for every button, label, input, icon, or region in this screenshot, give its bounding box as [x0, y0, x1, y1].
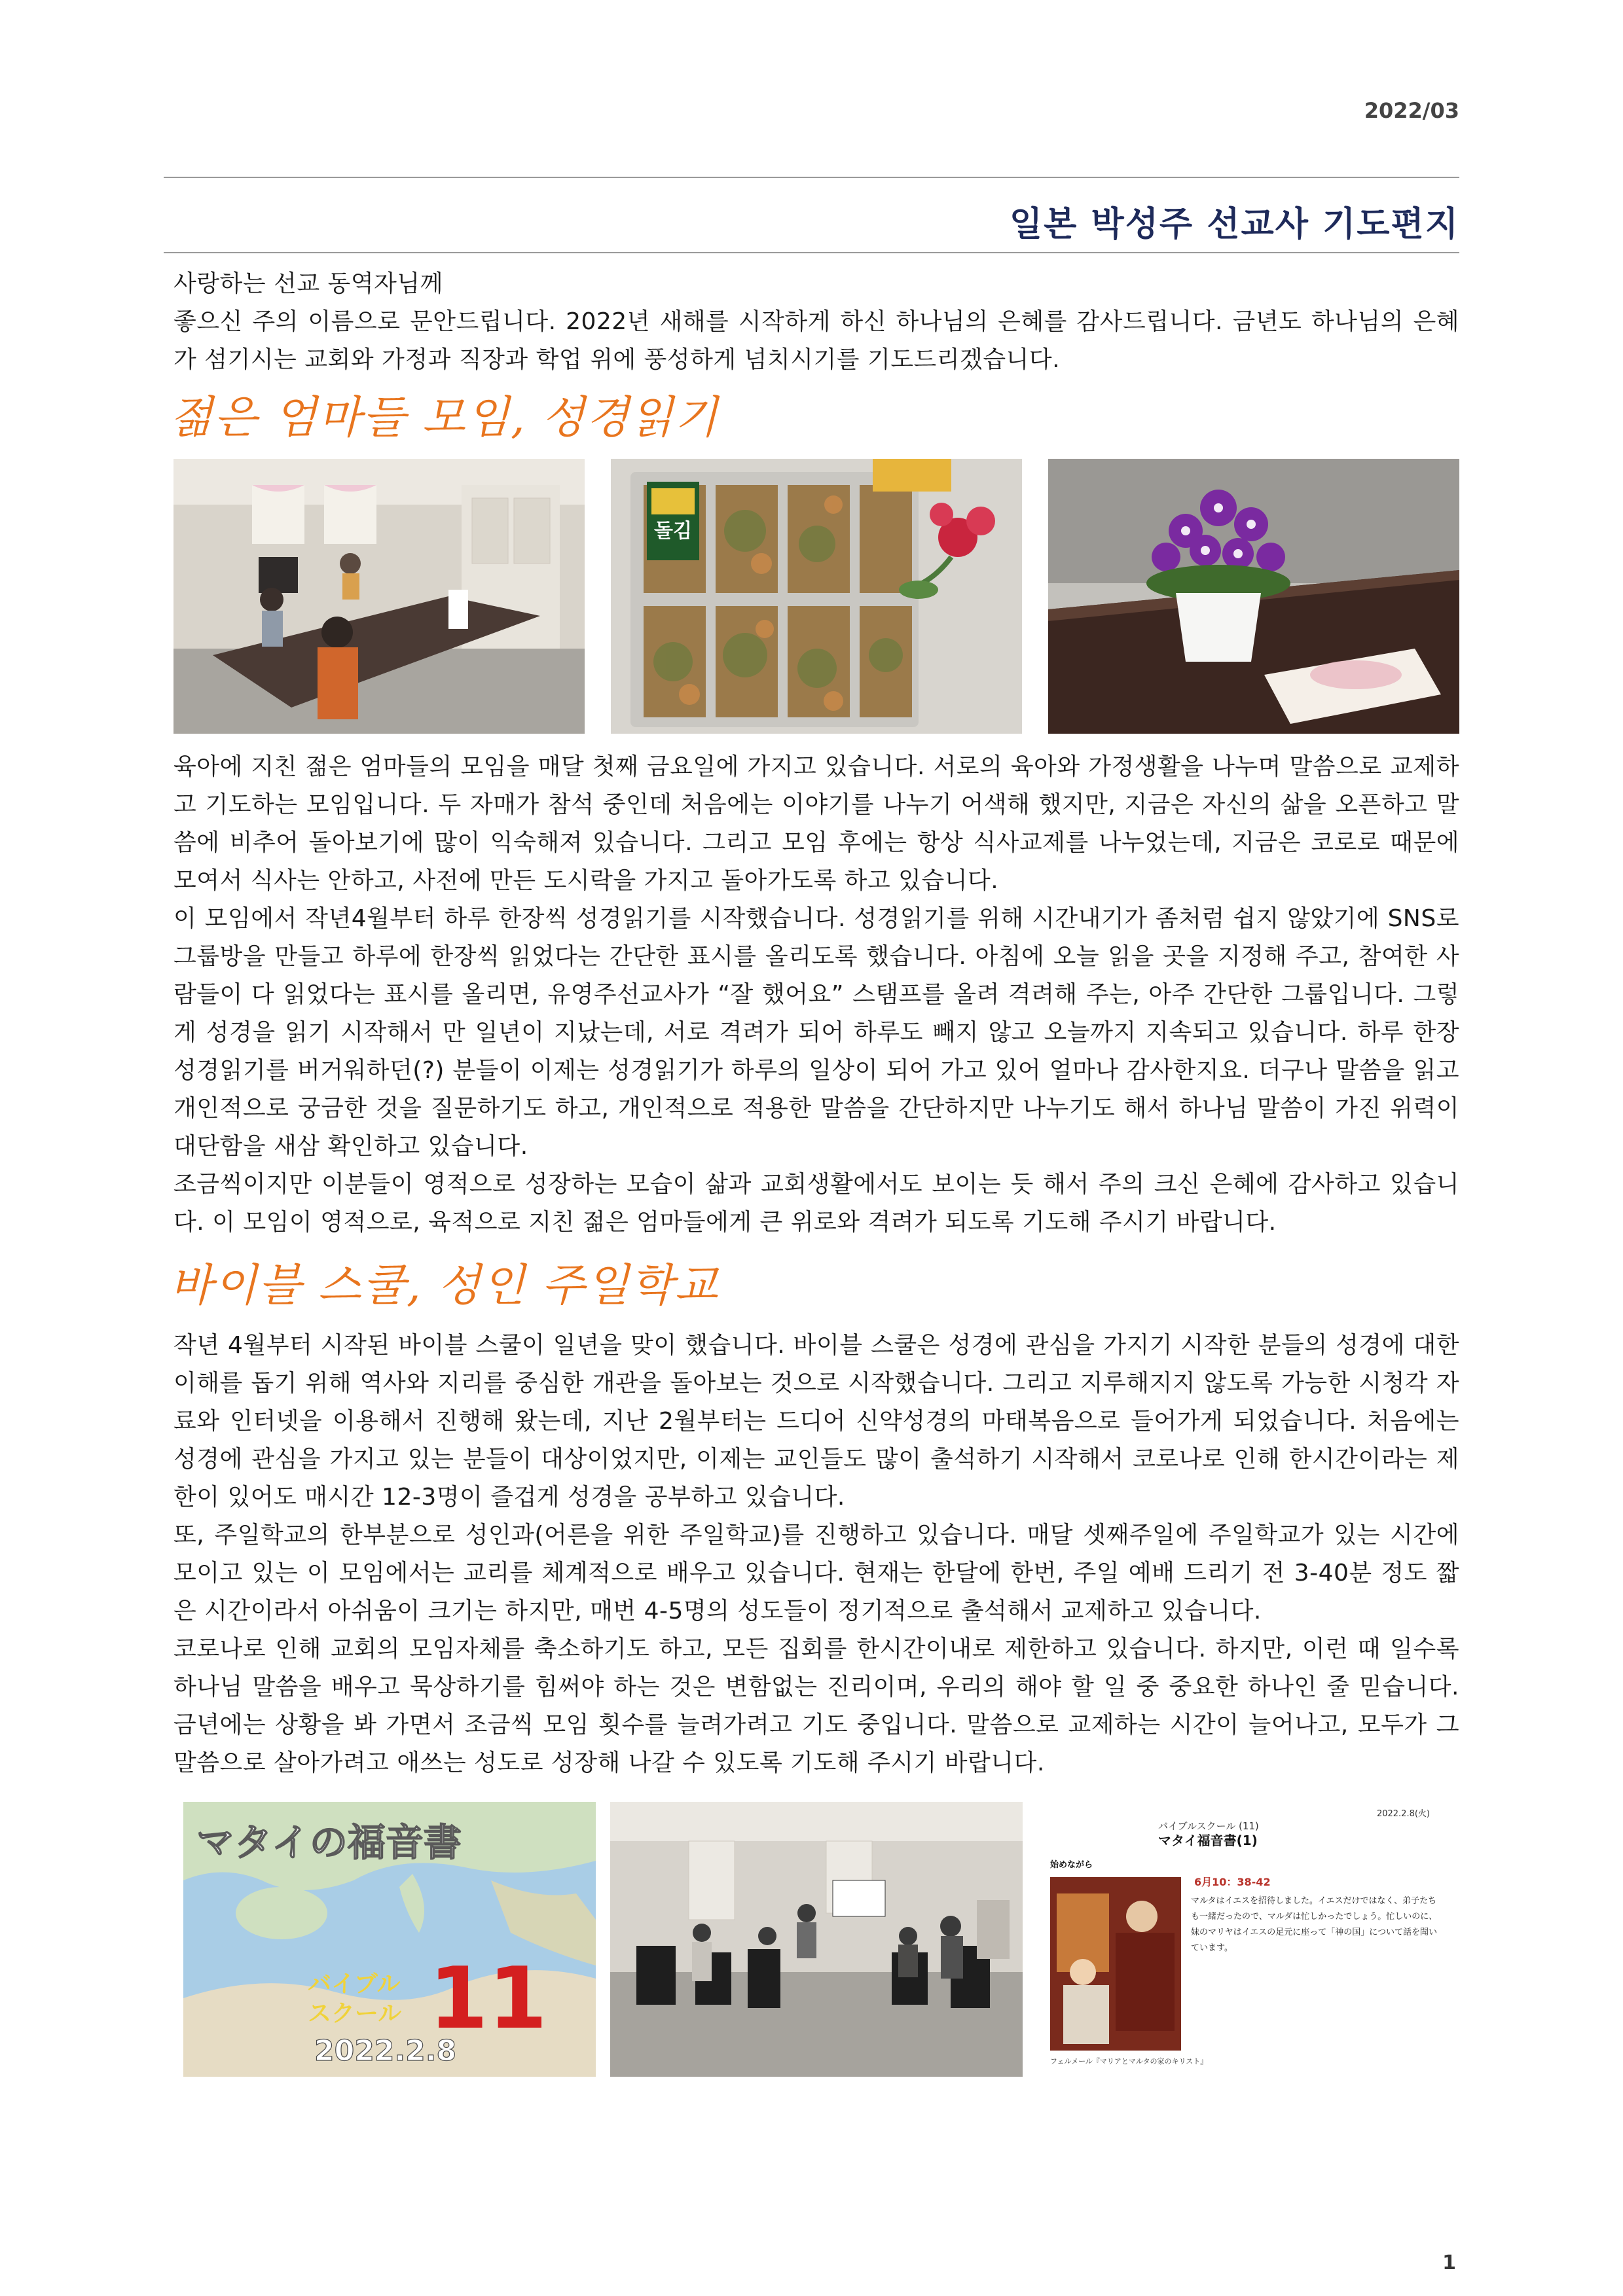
photo-flower-table: [1048, 459, 1459, 734]
header-rule-top: [164, 177, 1459, 178]
greeting: 사랑하는 선교 동역자님께: [173, 270, 443, 297]
moms-paragraph-2: 이 모임에서 작년4월부터 하루 한장씩 성경읽기를 시작했습니다. 성경읽기를 위해 시간내기가 좀처럼 쉽지 않았기에 SNS로 그룹방을 만들고 하루에 한장씩 읽었다는 간단한 표시를 올리도록 했습니다. 아침에 오늘 읽을 곳을 지정해 주고, 참여한 사람들이 다 읽었다는 표시를 올리면, 유영주선교사가 “잘 했어요” 스탬프를 올려 격려해 주는, 아주 간단한 그룹입니다. 그렇게 성경을 읽기 시작해서 만 일년이 지났는데, 서로 격려가 되어 하루도 빼지 않고 오늘까지 지속되고 있습니다. 하루 한장 성경읽기를 버거워하던(?) 분들이 이제는 성경읽기가 하루의 일상이 되어 가고 있어 얼마나 감사한지요. 더구나 말씀을 읽고 개인적으로 궁금한 것을 질문하기도 하고, 개인적으로 적용한 말씀을 간단하지만 나누기도 해서 하나님 말씀이 가진 위력이 대단함을 새삼 확인하고 있습니다.: [173, 905, 1459, 1160]
handout-header-1: バイブルスクール (11): [1158, 1820, 1259, 1832]
bible-school-paragraph-2: 또, 주일학교의 한부분으로 성인과(어른을 위한 주일학교)를 진행하고 있습니다. 매달 셋째주일에 주일학교가 있는 시간에 모이고 있는 이 모임에서는 교리를 체계적으로 배우고 있습니다. 현재는 한달에 한번, 주일 예배 드리기 전 3-40분 정도 짧은 시간이라서 아쉬움이 크기는 하지만, 매번 4-5명의 성도들이 정기적으로 출석해서 교제하고 있습니다.: [173, 1522, 1459, 1624]
map-slide-line2: スクール: [308, 2000, 402, 2027]
map-slide-date: 2022.2.8: [314, 2034, 457, 2068]
section-title-bible-school: 바이블 스쿨, 성인 주일학교: [170, 1260, 720, 1312]
moms-paragraph-1: 육아에 지친 젊은 엄마들의 모임을 매달 첫째 금요일에 가지고 있습니다. 서로의 육아와 가정생활을 나누며 말씀으로 교제하고 기도하는 모임입니다. 두 자매가 참석 중인데 처음에는 이야기를 나누기 어색해 했지만, 지금은 자신의 삶을 오픈하고 말씀에 비추어 돌아보기에 많이 익숙해져 있습니다. 그리고 모임 후에는 항상 식사교제를 나누었는데, 지금은 코로로 때문에 모여서 식사는 안하고, 사전에 만든 도시락을 가지고 돌아가도록 하고 있습니다.: [173, 753, 1459, 894]
photo-lunch-boxes: [611, 459, 1022, 734]
section-title-moms: 젊은 엄마들 모임, 성경읽기: [170, 392, 720, 444]
seaweed-pack-label: 돌김: [654, 520, 692, 543]
handout-subhead: 始めながら: [1050, 1860, 1093, 1870]
handout-header-2: マタイ福音書(1): [1158, 1833, 1258, 1848]
handout-caption: フェルメール『マリアとマルタの家のキリスト』: [1050, 2057, 1208, 2066]
bible-school-paragraph-1: 작년 4월부터 시작된 바이블 스쿨이 일년을 맞이 했습니다. 바이블 스쿨은 성경에 관심을 가지기 시작한 분들의 성경에 대한 이해를 돕기 위해 역사와 지리를 중심한 개관을 돌아보는 것으로 시작했습니다. 그리고 지루해지지 않도록 가능한 시청각 자료와 인터넷을 이용해서 진행해 왔는데, 지난 2월부터는 드디어 신약성경의 마태복음으로 들어가게 되었습니다. 처음에는 성경에 관심을 가지고 있는 분들이 대상이었지만, 이제는 교인들도 많이 출석하기 시작해서 코로나로 인해 한시간이라는 제한이 있어도 매시간 12-3명이 즐겁게 성경을 공부하고 있습니다.: [173, 1332, 1459, 1511]
photo-row-bible-school: [173, 1802, 1459, 2077]
letter-content: [170, 265, 1459, 2091]
intro-paragraph: 좋으신 주의 이름으로 문안드립니다. 2022년 새해를 시작하게 하신 하나님의 은혜를 감사드립니다. 금년도 하나님의 은혜가 섬기시는 교회와 가정과 직장과 학업 위에 풍성하게 넘치시기를 기도드리겠습니다.: [173, 308, 1459, 373]
photo-meeting-room: [173, 459, 585, 734]
handout-text: マルタはイエスを招待しました。イエスだけではなく、弟子たちも一緒だったので、マルダは忙しかったでしょう。忙しいのに、妹のマリヤはイエスの足元に座って「神の国」について話を聞いています。: [1191, 1896, 1438, 1953]
bible-school-paragraph-3: 코로나로 인해 교회의 모임자체를 축소하기도 하고, 모든 집회를 한시간이내로 제한하고 있습니다. 하지만, 이런 때 일수록 하나님 말씀을 배우고 묵상하기를 힘써야 하는 것은 변함없는 진리이며, 우리의 해야 할 일 중 중요한 하나인 줄 믿습니다. 금년에는 상황을 봐 가면서 조금씩 모임 횟수를 늘려가려고 기도 중입니다. 말씀으로 교제하는 시간이 늘어나고, 모두가 그 말씀으로 살아가려고 애쓰는 성도로 성장해 나갈 수 있도록 기도해 주시기 바랍니다.: [173, 1636, 1459, 1776]
handout-verse: 6月10：38-42: [1194, 1876, 1271, 1888]
photo-matthew-map-slide: [183, 1802, 596, 2077]
photo-bible-school-class: [610, 1802, 1023, 2077]
map-slide-title: マタイの福音書: [196, 1820, 462, 1865]
page-title: 일본 박성주 선교사 기도편지: [1009, 205, 1459, 244]
header-rule-bottom: [164, 252, 1459, 253]
date: 2022/03: [1364, 98, 1459, 123]
map-slide-number: 11: [429, 1948, 547, 2048]
handout-date: 2022.2.8(火): [1376, 1809, 1430, 1819]
photo-row-moms: [173, 459, 1459, 734]
photo-handout-document: [1037, 1802, 1450, 2077]
map-slide-line1: バイブル: [308, 1971, 401, 1998]
page-number: 1: [1442, 2251, 1456, 2274]
moms-paragraph-3: 조금씩이지만 이분들이 영적으로 성장하는 모습이 삶과 교회생활에서도 보이는 듯 해서 주의 크신 은혜에 감사하고 있습니다. 이 모임이 영적으로, 육적으로 지친 젊은 엄마들에게 큰 위로와 격려가 되도록 기도해 주시기 바랍니다.: [173, 1171, 1459, 1236]
